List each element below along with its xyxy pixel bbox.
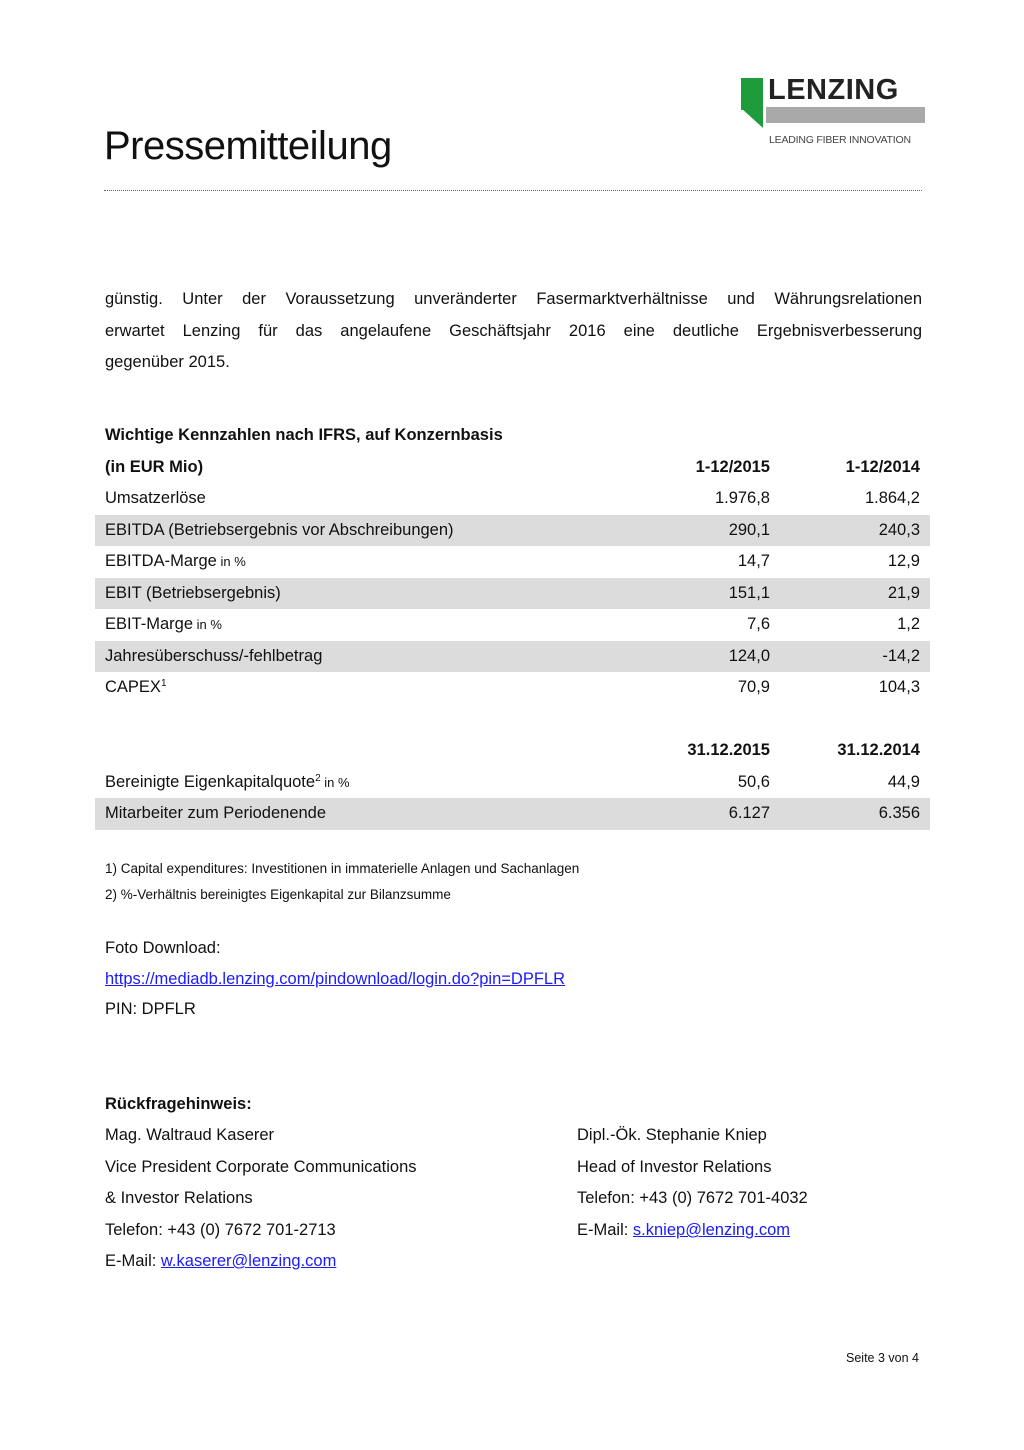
table-row	[95, 672, 930, 704]
table-row	[95, 767, 930, 799]
header-divider	[104, 190, 922, 191]
row-unit: in %	[216, 554, 246, 570]
intro-line: erwartet Lenzing für das angelaufene Geschäftsjahr 2016 eine deutliche Ergebnisverbesserung	[105, 321, 922, 340]
row-label: EBITDA (Betriebsergebnis vor Abschreibungen)	[105, 520, 454, 539]
logo-gray-bar	[766, 107, 925, 123]
value-2015: 7,6	[747, 615, 770, 634]
photo-label: Foto Download:	[105, 939, 221, 957]
page-number: Seite 3 von 4	[846, 1351, 919, 1365]
contact-phone: Telefon: +43 (0) 7672 701-2713	[105, 1221, 336, 1239]
value-2015: 1.976,8	[714, 489, 770, 508]
value-2014: 104,3	[878, 678, 920, 697]
contact-phone: Telefon: +43 (0) 7672 701-4032	[577, 1189, 808, 1207]
table-row	[95, 546, 930, 578]
logo-wordmark: LENZING	[768, 74, 899, 106]
lenzing-logo	[741, 74, 925, 148]
value-2015: 14,7	[737, 552, 770, 571]
contact-heading: Rückfragehinweis:	[105, 1095, 252, 1113]
logo-green-mark	[741, 78, 763, 110]
value-2014: 6.356	[780, 798, 930, 830]
footnote-1: 1) Capital expenditures: Investitionen in immaterielle Anlagen und Sachanlagen	[105, 861, 580, 876]
row-label: CAPEX	[105, 678, 161, 697]
value-2015: 6.127	[625, 798, 780, 830]
row-label: EBITDA-Marge	[105, 552, 217, 571]
photo-download-link[interactable]: https://mediadb.lenzing.com/pindownload/login.do?pin=DPFLR	[105, 970, 565, 988]
col-header-31122015: 31.12.2015	[687, 741, 770, 760]
row-unit: in %	[320, 774, 350, 790]
value-2014: 21,9	[780, 578, 930, 610]
table-row	[95, 515, 930, 547]
value-2014: -14,2	[780, 641, 930, 673]
row-label: Mitarbeiter zum Periodenende	[105, 804, 327, 823]
table-title-row	[95, 420, 930, 452]
value-2015: 290,1	[625, 515, 780, 547]
table-row	[95, 798, 930, 830]
value-2015: 70,9	[737, 678, 770, 697]
table-title: Wichtige Kennzahlen nach IFRS, auf Konzernbasis	[105, 426, 503, 445]
table-row	[95, 483, 930, 515]
value-2015: 124,0	[625, 641, 780, 673]
email-label: E-Mail:	[577, 1221, 633, 1239]
row-label: Umsatzerlöse	[105, 489, 206, 508]
contact-role: Vice President Corporate Communications	[105, 1158, 417, 1176]
contact-name: Mag. Waltraud Kaserer	[105, 1126, 275, 1144]
col-header-31122014: 31.12.2014	[837, 741, 920, 760]
row-label: Bereinigte Eigenkapitalquote	[105, 772, 316, 791]
key-figures-table	[95, 420, 930, 830]
value-2014: 1.864,2	[864, 489, 920, 508]
contact-role: Head of Investor Relations	[577, 1158, 772, 1176]
table-row	[95, 578, 930, 610]
email-link[interactable]: w.kaserer@lenzing.com	[160, 1252, 337, 1270]
footnote-2: 2) %-Verhältnis bereinigtes Eigenkapital zur Bilanzsumme	[105, 887, 451, 902]
contact-email-row	[105, 1252, 336, 1271]
intro-paragraph	[105, 284, 922, 379]
table-header-row	[95, 452, 930, 484]
row-label: EBIT (Betriebsergebnis)	[105, 583, 281, 602]
contact-name: Dipl.-Ök. Stephanie Kniep	[577, 1126, 767, 1144]
table-row	[95, 641, 930, 673]
table-header-row-2	[95, 735, 930, 767]
intro-line: günstig. Unter der Voraussetzung unveränderter Fasermarktverhältnisse und Währungsrelationen	[105, 290, 922, 308]
email-link[interactable]: s.kniep@lenzing.com	[632, 1221, 790, 1239]
row-unit: in %	[193, 617, 222, 633]
row-label: EBIT-Marge	[105, 615, 194, 634]
contact-role: & Investor Relations	[105, 1189, 253, 1207]
value-2014: 12,9	[887, 552, 920, 571]
email-label: E-Mail:	[105, 1252, 161, 1270]
logo-green-wedge	[741, 108, 767, 128]
page-title: Pressemitteilung	[104, 124, 392, 168]
value-2014: 1,2	[897, 615, 920, 634]
logo-tagline: LEADING FIBER INNOVATION	[769, 134, 911, 146]
value-2014: 44,9	[887, 772, 920, 791]
col-header-2014: 1-12/2014	[845, 457, 920, 476]
col-header-2015: 1-12/2015	[695, 457, 770, 476]
spacer-row	[95, 704, 930, 736]
unit-label: (in EUR Mio)	[105, 457, 204, 476]
contact-email-row	[577, 1221, 790, 1240]
row-label: Jahresüberschuss/-fehlbetrag	[105, 646, 323, 665]
table-row	[95, 609, 930, 641]
value-2015: 151,1	[625, 578, 780, 610]
value-2014: 240,3	[780, 515, 930, 547]
intro-line: gegenüber 2015.	[105, 353, 230, 371]
footnote-ref: 1	[160, 678, 167, 690]
value-2015: 50,6	[737, 772, 770, 791]
photo-pin: PIN: DPFLR	[105, 1000, 196, 1018]
footnote-ref: 2	[315, 772, 321, 784]
